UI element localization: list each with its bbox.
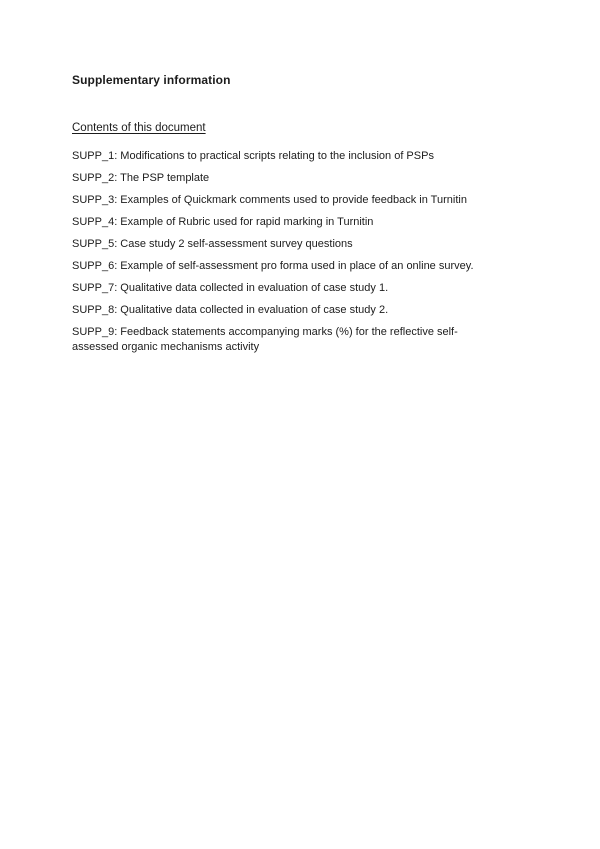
toc-item-supp2: SUPP_2: The PSP template <box>72 172 210 184</box>
toc-item-supp9: SUPP_9: Feedback statements accompanying marks (%) for the reflective self-assessed organic mechanisms activity <box>72 326 458 353</box>
toc-item-supp1: SUPP_1: Modifications to practical scripts relating to the inclusion of PSPs <box>72 150 434 162</box>
toc-item-supp8: SUPP_8: Qualitative data collected in evaluation of case study 2. <box>72 304 389 316</box>
toc-item-supp6: SUPP_6: Example of self-assessment pro forma used in place of an online survey. <box>72 260 474 272</box>
toc-item-supp4: SUPP_4: Example of Rubric used for rapid marking in Turnitin <box>72 216 374 228</box>
page-title: Supplementary information <box>72 73 231 87</box>
toc-item-supp7: SUPP_7: Qualitative data collected in evaluation of case study 1. <box>72 282 389 294</box>
toc-item-supp3: SUPP_3: Examples of Quickmark comments used to provide feedback in Turnitin <box>72 194 467 206</box>
toc-item-supp5: SUPP_5: Case study 2 self-assessment survey questions <box>72 238 353 250</box>
contents-heading: Contents of this document <box>72 122 206 134</box>
